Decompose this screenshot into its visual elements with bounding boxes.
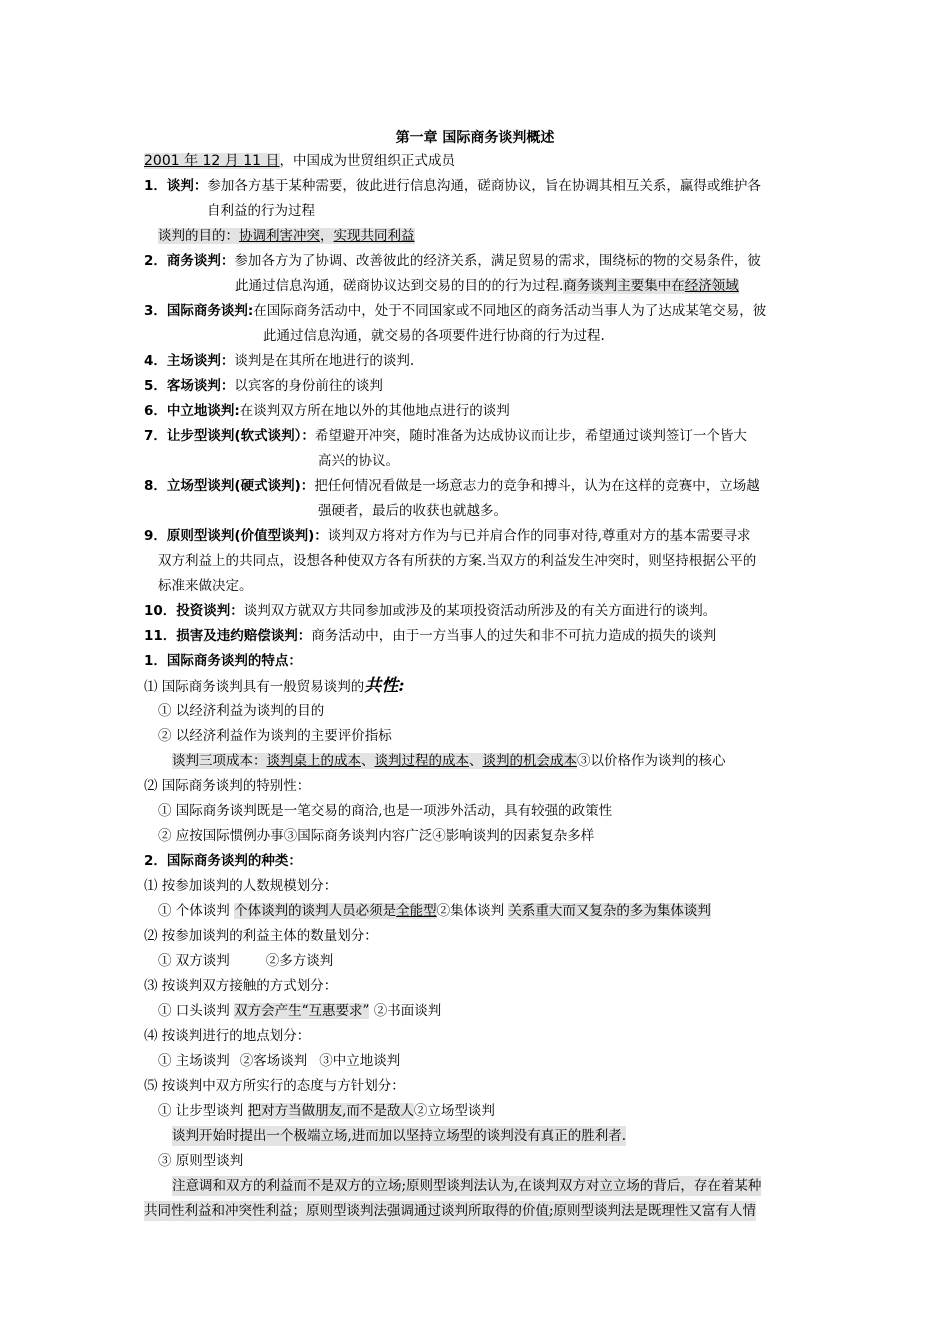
definition-9-cont: 双方利益上的共同点，设想各种使双方各有所获的方案.当双方的利益发生冲突时，则坚持根据公平的 [158, 553, 757, 569]
chapter-title: 第一章 国际商务谈判概述 [395, 130, 555, 146]
positional-note: 谈判开始时提出一个极端立场,进而加以坚持立场型的谈判没有真正的胜利者. [172, 1128, 627, 1144]
type-by-location-items: ① 主场谈判 ②客场谈判 ③中立地谈判 [158, 1053, 401, 1069]
type-by-contact: ⑶ 按谈判双方接触的方式划分： [144, 978, 338, 994]
section-heading-features: 1．国际商务谈判的特点： [144, 653, 302, 669]
type-by-size-items: ① 个体谈判 个体谈判的谈判人员必须是全能型②集体谈判 关系重大而又复杂的多为集体谈判 [158, 903, 711, 919]
type-by-parties: ⑵ 按参加谈判的利益主体的数量划分： [144, 928, 378, 944]
definition-2: 2．商务谈判：参加各方为了协调、改善彼此的经济关系，满足贸易的需求，围绕标的物的交易条件，彼 [144, 253, 761, 269]
feature-special-1: ① 国际商务谈判既是一笔交易的商洽,也是一项涉外活动，具有较强的政策性 [158, 803, 613, 819]
negotiation-purpose: 谈判的目的：协调利害冲突，实现共同利益 [158, 228, 415, 244]
definition-8: 8．立场型谈判(硬式谈判)：把任何情况看做是一场意志力的竞争和搏斗，认为在这样的竞赛中，立场越 [144, 478, 760, 494]
definition-10: 10．投资谈判：谈判双方就双方共同参加或涉及的某项投资活动所涉及的有关方面进行的谈判。 [144, 603, 717, 619]
definition-9-cont2: 标准来做决定。 [158, 578, 253, 594]
type-by-attitude: ⑸ 按谈判中双方所实行的态度与方针划分： [144, 1078, 405, 1094]
definition-3-cont: 此通过信息沟通，就交易的各项要件进行协商的行为过程. [263, 328, 605, 344]
feature-special: ⑵ 国际商务谈判的特别性： [144, 778, 311, 794]
feature-common-2: ② 以经济利益作为谈判的主要评价指标 [158, 728, 392, 744]
definition-7-cont: 高兴的协议。 [318, 453, 399, 469]
type-by-contact-items: ① 口头谈判 双方会产生“互惠要求” ②书面谈判 [158, 1003, 442, 1019]
negotiation-costs: 谈判三项成本：谈判桌上的成本、谈判过程的成本、谈判的机会成本③以价格作为谈判的核心 [172, 753, 726, 769]
type-by-parties-items: ① 双方谈判 ②多方谈判 [158, 953, 334, 969]
section-heading-types: 2．国际商务谈判的种类： [144, 853, 302, 869]
definition-1: 1．谈判：参加各方基于某种需要，彼此进行信息沟通，磋商协议，旨在协调其相互关系，赢得或维护各 [144, 178, 761, 194]
definition-8-cont: 强硬者，最后的收获也就越多。 [318, 503, 507, 519]
type-by-location: ⑷ 按谈判进行的地点划分： [144, 1028, 311, 1044]
feature-common-1: ① 以经济利益为谈判的目的 [158, 703, 325, 719]
definition-3: 3．国际商务谈判:在国际商务活动中，处于不同国家或不同地区的商务活动当事人为了达成某笔交易，彼 [144, 303, 767, 319]
date-line: 2001 年 12 月 11 日，中国成为世贸组织正式成员 [144, 153, 456, 169]
definition-7: 7．让步型谈判(软式谈判）：希望避开冲突，随时准备为达成协议而让步，希望通过谈判签订一个皆大 [144, 428, 747, 444]
principled-note-2: 共同性利益和冲突性利益；原则型谈判法强调通过谈判所取得的价值;原则型谈判法是既理性又富有人情 [144, 1203, 757, 1219]
definition-5: 5．客场谈判：以宾客的身份前往的谈判 [144, 378, 383, 394]
feature-special-2: ② 应按国际惯例办事③国际商务谈判内容广泛④影响谈判的因素复杂多样 [158, 828, 595, 844]
type-by-attitude-items: ① 让步型谈判 把对方当做朋友,而不是敌人②立场型谈判 [158, 1103, 495, 1119]
definition-4: 4．主场谈判：谈判是在其所在地进行的谈判. [144, 353, 415, 369]
date-highlight: 2001 年 12 月 11 日 [144, 153, 280, 169]
definition-2-cont: 此通过信息沟通，磋商协议达到交易的目的的行为过程.商务谈判主要集中在经济领域 [235, 278, 739, 294]
definition-6: 6．中立地谈判:在谈判双方所在地以外的其他地点进行的谈判 [144, 403, 510, 419]
principled-type: ③ 原则型谈判 [158, 1153, 244, 1169]
type-by-size: ⑴ 按参加谈判的人数规模划分： [144, 878, 338, 894]
feature-common: ⑴ 国际商务谈判具有一般贸易谈判的共性: [144, 676, 405, 696]
definition-9: 9．原则型谈判(价值型谈判)：谈判双方将对方作为与已并肩合作的同事对待,尊重对方的基本需要寻求 [144, 528, 751, 544]
definition-1-cont: 自利益的行为过程 [207, 203, 315, 219]
principled-note-1: 注意调和双方的利益而不是双方的立场;原则型谈判法认为,在谈判双方对立立场的背后，存在着某种 [172, 1178, 762, 1194]
definition-11: 11．损害及违约赔偿谈判：商务活动中，由于一方当事人的过失和非不可抗力造成的损失的谈判 [144, 628, 717, 644]
